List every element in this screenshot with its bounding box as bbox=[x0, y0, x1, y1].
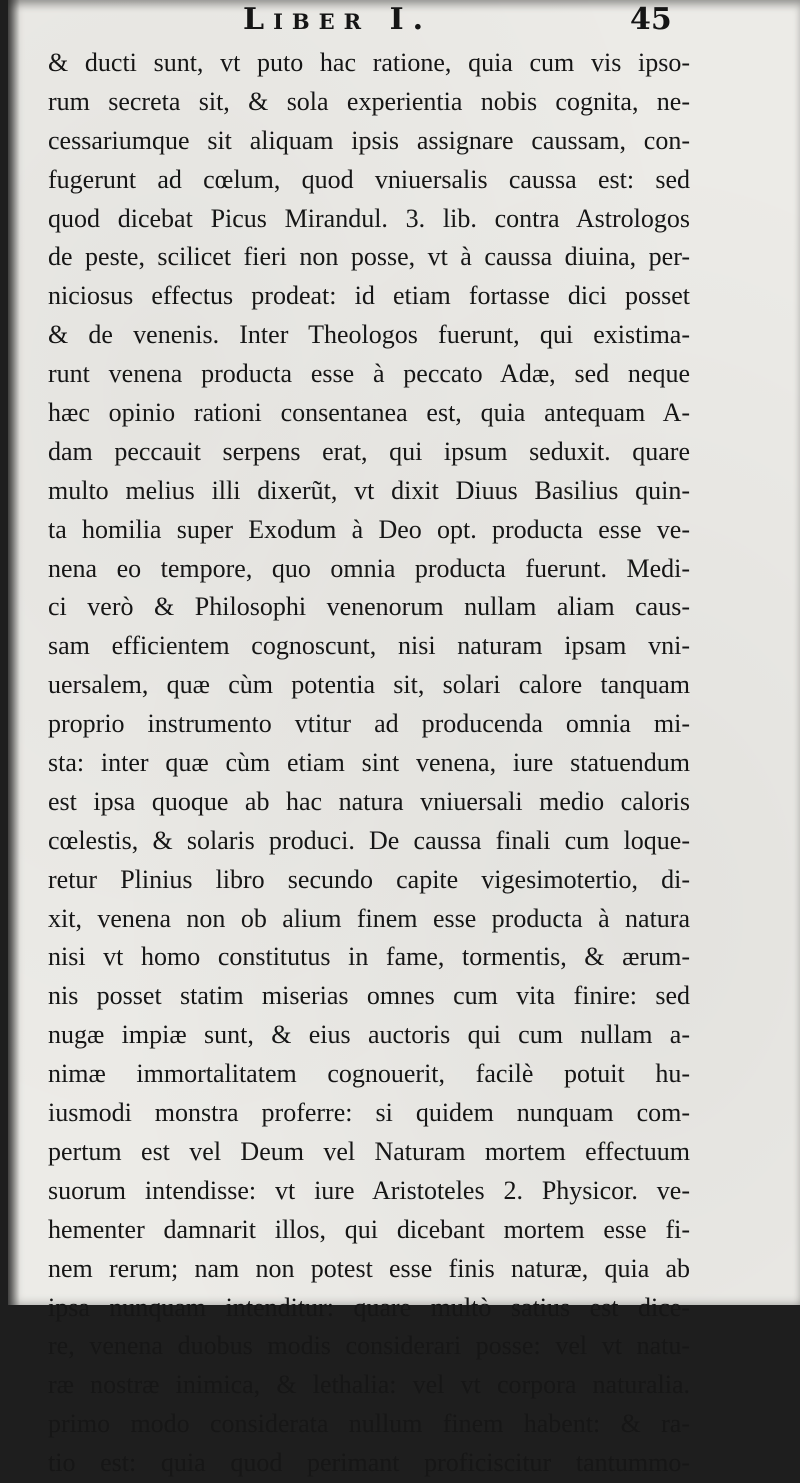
text-line: uersalem, quæ cùm potentia sit, solari calore tanquam bbox=[48, 670, 690, 700]
text-line: cœlestis, & solaris produci. De caussa finali cum loque- bbox=[48, 825, 690, 855]
body-text bbox=[48, 44, 690, 1483]
text-line: retur Plinius libro secundo capite vigesimotertio, di- bbox=[48, 864, 690, 894]
text-line: iusmodi monstra proferre: si quidem nunquam com- bbox=[48, 1098, 690, 1128]
text-line: nimæ immortalitatem cognouerit, facilè potuit hu- bbox=[48, 1059, 690, 1089]
text-line: nem rerum; nam non potest esse finis naturæ, quia ab bbox=[48, 1253, 690, 1283]
text-line: sta: inter quæ cùm etiam sint venena, iure statuendum bbox=[48, 748, 690, 778]
text-line: pertum est vel Deum vel Naturam mortem effectuum bbox=[48, 1136, 690, 1166]
text-line: proprio instrumento vtitur ad producenda omnia mi- bbox=[48, 709, 690, 739]
text-line: niciosus effectus prodeat: id etiam fortasse dici posset bbox=[48, 281, 690, 311]
text-line: fugerunt ad cœlum, quod vniuersalis caussa est: sed bbox=[48, 164, 690, 194]
text-line: xit, venena non ob alium finem esse producta à natura bbox=[48, 903, 690, 933]
text-line: quod dicebat Picus Mirandul. 3. lib. contra Astrologos bbox=[48, 203, 690, 233]
text-line: suorum intendisse: vt iure Aristoteles 2. Physicor. ve- bbox=[48, 1175, 690, 1205]
text-line: tio est: quia quod perimant proficiscitur tantummo- bbox=[48, 1448, 690, 1478]
text-line: dam peccauit serpens erat, qui ipsum seduxit. quare bbox=[48, 436, 690, 466]
text-line: rum secreta sit, & sola experientia nobis cognita, ne- bbox=[48, 86, 690, 116]
text-line: re, venena duobus modis considerari posse: vel vt natu- bbox=[48, 1331, 690, 1361]
text-line: runt venena producta esse à peccato Adæ, sed neque bbox=[48, 359, 690, 389]
gutter-shadow bbox=[8, 0, 20, 1305]
text-line: primo modo considerata nullum finem habent: & ra- bbox=[48, 1409, 690, 1439]
text-line: multo melius illi dixerũt, vt dixit Diuus Basilius quin- bbox=[48, 475, 690, 505]
text-line: nena eo tempore, quo omnia producta fuerunt. Medi- bbox=[48, 553, 690, 583]
text-line: cessariumque sit aliquam ipsis assignare caussam, con- bbox=[48, 125, 690, 155]
text-line: & de venenis. Inter Theologos fuerunt, qui existima- bbox=[48, 320, 690, 350]
text-line: nugæ impiæ sunt, & eius auctoris qui cum nullam a- bbox=[48, 1020, 690, 1050]
text-line: & ducti sunt, vt puto hac ratione, quia cum vis ipso- bbox=[48, 48, 690, 77]
text-line: ræ nostræ inimica, & lethalia: vel vt corpora naturalia. bbox=[48, 1370, 690, 1400]
running-head-title: Liber I. bbox=[243, 2, 433, 37]
text-line: hementer damnarit illos, qui dicebant mortem esse fi- bbox=[48, 1214, 690, 1244]
book-page bbox=[8, 0, 800, 1478]
text-line: ipsa nunquam intenditur: quare multò satius est dice- bbox=[48, 1292, 690, 1322]
text-line: nis posset statim miserias omnes cum vita finire: sed bbox=[48, 981, 690, 1011]
text-line: nisi vt homo constitutus in fame, tormentis, & ærum- bbox=[48, 942, 690, 972]
text-line: ci verò & Philosophi venenorum nullam aliam caus- bbox=[48, 592, 690, 622]
text-line: est ipsa quoque ab hac natura vniuersali medio caloris bbox=[48, 786, 690, 816]
text-line: de peste, scilicet fieri non posse, vt à caussa diuina, per- bbox=[48, 242, 690, 272]
page-number: 45 bbox=[630, 2, 672, 37]
text-line: hæc opinio rationi consentanea est, quia antequam A- bbox=[48, 398, 690, 428]
running-head bbox=[8, 2, 800, 42]
text-line: sam efficientem cognoscunt, nisi naturam ipsam vni- bbox=[48, 631, 690, 661]
text-line: ta homilia super Exodum à Deo opt. producta esse ve- bbox=[48, 514, 690, 544]
